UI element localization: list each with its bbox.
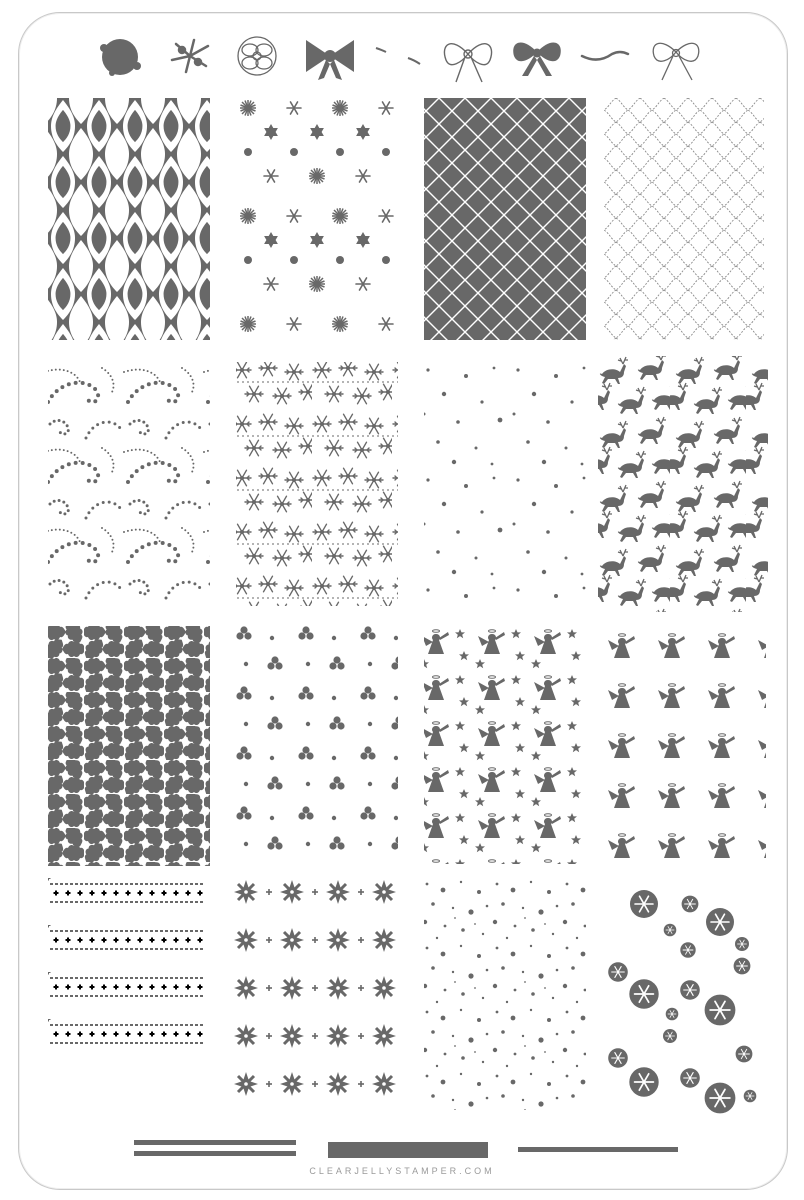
angel-pattern [604, 628, 766, 864]
solid-bar [328, 1142, 488, 1158]
snowflake-band-pattern [236, 362, 398, 606]
holly-berry-pattern [236, 626, 398, 866]
thin-line-bar [518, 1147, 678, 1152]
bow-rosette-outline-icon [238, 37, 276, 75]
double-stripe-bar [134, 1140, 296, 1160]
angel-star-pattern [424, 628, 586, 864]
snowflake-circle-cluster [608, 890, 756, 1113]
burst-icon [172, 40, 208, 72]
scattered-dot-pattern [424, 362, 586, 606]
snow-speckle-pattern [424, 880, 586, 1110]
top-motif-row [0, 0, 804, 90]
ribbon-curve-icon [582, 52, 628, 60]
snowflake-star-dot-pattern [236, 98, 398, 340]
nordic-star-pattern [232, 876, 402, 1108]
dotted-swirl-pattern [48, 362, 210, 606]
footer-url: CLEARJELLYSTAMPER.COM [309, 1166, 495, 1176]
bow-outline-small-icon [653, 43, 699, 80]
snowflake-circle-pattern [604, 886, 766, 1118]
bow-solid-small-icon [513, 42, 561, 76]
wreath-ball-icon [100, 39, 141, 76]
reindeer-pattern [598, 356, 768, 612]
bow-outline-icon [444, 44, 491, 82]
bow-solid-icon [306, 40, 354, 80]
fairisle-border-pattern [48, 878, 206, 1066]
dashed-quatrefoil-pattern [604, 98, 764, 340]
ogee-pattern [48, 98, 210, 340]
ribbon-tail-icon [376, 48, 420, 64]
harlequin-pattern [424, 98, 586, 340]
holly-leaf-pattern [48, 626, 210, 866]
